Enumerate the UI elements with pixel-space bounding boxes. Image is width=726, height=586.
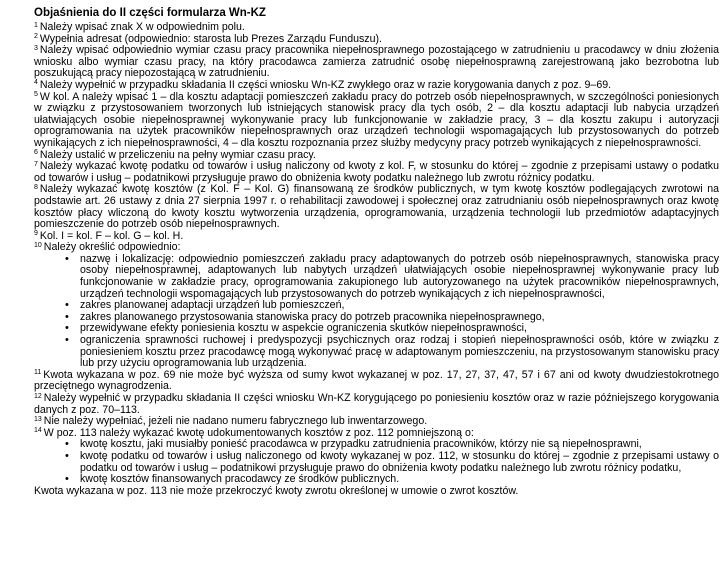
final-note: Kwota wykazana w poz. 113 nie może przekroczyć kwoty zwrotu określonej w umowie o zwrot kosztów. (34, 484, 519, 497)
list-item: • nazwę i lokalizację: odpowiednio pomieszczeń zakładu pracy adaptowanych do potrzeb osób niepełnosprawnych, stanowiska pracy osoby niepełnosprawnej, adaptowanych lub nabytych urządzeń ułatwiających osobie niepełnosprawnej wykonywanie pracy lub funkcjonowanie w zakładzie pracy, oprogramowania zakupionego lub autoryzowanego na użytek pracowników niepełnosprawnych, urządzeń technologii wspomagających lub przystosowanych do potrzeb wynikających z ich niepełnosprawności, (80, 254, 719, 300)
document-title: Objaśnienia do II części formularza Wn-KZ (34, 7, 266, 19)
note-number: 2 (34, 33, 38, 41)
note-number: 3 (34, 44, 38, 52)
note-text: W kol. A należy wpisać 1 – dla kosztu adaptacji pomieszczeń zakładu pracy do potrzeb osób niepełnosprawnych, w szczególności poniesionych w związku z przystosowaniem tworzonych lub istniejących stanowisk pracy dla tych osób, 2 – dla kosztu adaptacji lub nabycia urządzeń ułatwiających osobie niepełnosprawnej wykonywanie pracy lub funkcjonowanie w zakładzie pracy, 3 – dla kosztu zakupu i autoryzacji oprogramowania na użytek pracowników niepełnosprawnych oraz urządzeń technologii wspomagających lub przystosowanych do potrzeb wynikających z ich niepełnosprawności, 4 – dla kosztu rozpoznania przez służby medycyny pracy potrzeb wynikających z niepełnosprawności. (34, 90, 719, 149)
note-text: Należy wykazać kwotę podatku od towarów i usług naliczony od kwoty z kol. F, w stosunku do której – zgodnie z przepisami ustawy o podatku od towarów i usług – podatnikowi przysługuje prawo do obniżenia kwoty podatku należnego lub zwrotu różnicy podatku. (34, 160, 719, 184)
note-text: Należy wypełnić w przypadku składania II części wniosku Wn-KZ korygującego po poniesieniu kosztów oraz w razie późniejszego korygowania danych z poz. 70–113. (34, 392, 719, 416)
note-number: 9 (34, 230, 38, 238)
note-number: 7 (34, 160, 38, 168)
list-item: • kwotę kosztu, jaki musiałby ponieść pracodawca w przypadku zatrudnienia pracowników, którzy nie są niepełnosprawni, (80, 439, 719, 451)
note-text: Wypełnia adresat (odpowiednio: starosta lub Prezes Zarządu Funduszu). (39, 32, 382, 45)
list-item: • przewidywane efekty poniesienia kosztu w aspekcie ograniczenia skutków niepełnosprawności, (80, 323, 719, 335)
note-number: 13 (34, 415, 42, 423)
note-text: W poz. 113 należy wykazać kwotę udokumentowanych kosztów z poz. 112 pomniejszoną o: (43, 426, 474, 439)
note-text: Kol. I = kol. F – kol. G – kol. H. (39, 229, 184, 242)
note-text: Należy wpisać odpowiednio wymiar czasu pracy pracownika niepełnosprawnego pozostającego w zatrudnieniu u pracodawcy w dniu złożenia wniosku albo wymiar czasu pracy, na który pracodawca zamierza zatrudnić osobę niepełnosprawną zarejestrowaną jako bezrobotna lub poszukującą pracy niepozostającą w zatrudnieniu. (34, 44, 719, 80)
note-number: 11 (34, 369, 42, 377)
note-number: 1 (34, 21, 38, 29)
note-number: 8 (34, 183, 38, 191)
list-item: • kwotę kosztów finansowanych pracodawcy ze środków publicznych. (80, 474, 719, 486)
note-12 (34, 393, 719, 416)
note-number: 14 (34, 427, 42, 435)
note-number: 5 (34, 91, 38, 99)
note-3 (34, 45, 719, 80)
list-item: • ograniczenia sprawności ruchowej i predyspozycji psychicznych oraz rodzaj i stopień niepełnosprawności osób, które w związku z poniesieniem kosztu przez pracodawcę mogą wykonywać pracę w adaptowanym pomieszczeniu, na przystosowanym stanowisku pracy lub przy użyciu oprogramowania lub urządzenia. (80, 335, 719, 370)
note-text: Należy wpisać znak X w odpowiednim polu. (39, 21, 245, 33)
list-item: • zakres planowanego przystosowania stanowiska pracy do potrzeb pracownika niepełnosprawnego, (80, 312, 719, 324)
note-number: 10 (34, 241, 42, 249)
note-number: 6 (34, 149, 38, 157)
list-item: • zakres planowanej adaptacji urządzeń lub pomieszczeń, (80, 300, 719, 312)
note-14-list (34, 439, 719, 485)
note-text: Należy ustalić w przeliczeniu na pełny wymiar czasu pracy. (39, 148, 316, 161)
note-11 (34, 370, 719, 393)
note-text: Należy określić odpowiednio: (43, 241, 181, 254)
note-8 (34, 184, 719, 230)
note-number: 12 (34, 392, 42, 400)
note-text: Nie należy wypełniać, jeżeli nie nadano numeru fabrycznego lub inwentarzowego. (43, 415, 428, 428)
note-number: 4 (34, 79, 38, 87)
note-5 (34, 92, 719, 150)
note-10-list (34, 254, 719, 370)
note-text: Należy wykazać kwotę kosztów (z Kol. F – Kol. G) finansowaną ze środków publicznych, w tym kwotę kosztów podlegających zwrotowi na podstawie art. 26 ustawy z dnia 27 sierpnia 1997 r. o rehabilitacji zawodowej i społecznej oraz zatrudnianiu osób niepełnosprawnych oraz kwotę kosztów płacy wliczoną do kwoty kosztu wytworzenia urządzenia, oprogramowania, urządzenia technologii lub przedmiotów adaptacyjnych pomieszczenie do potrzeb osób niepełnosprawnych. (34, 183, 719, 231)
list-item: • kwotę podatku od towarów i usług naliczonego od kwoty wykazanej w poz. 112, w stosunku do której – zgodnie z przepisami ustawy o podatku od towarów i usług – podatnikowi przysługuje prawo do obniżenia kwoty podatku należnego lub zwrotu różnicy podatku, (80, 451, 719, 474)
note-7 (34, 161, 719, 184)
note-text: Należy wypełnić w przypadku składania II części wniosku Wn-KZ zwykłego oraz w razie korygowania danych z poz. 9–69. (39, 78, 612, 91)
note-text: Kwota wykazana w poz. 69 nie może być wyższa od sumy kwot wykazanej w poz. 17, 27, 37, 47, 57 i 67 ani od kwoty dwudziestokrotnego przeciętnego wynagrodzenia. (34, 368, 719, 393)
